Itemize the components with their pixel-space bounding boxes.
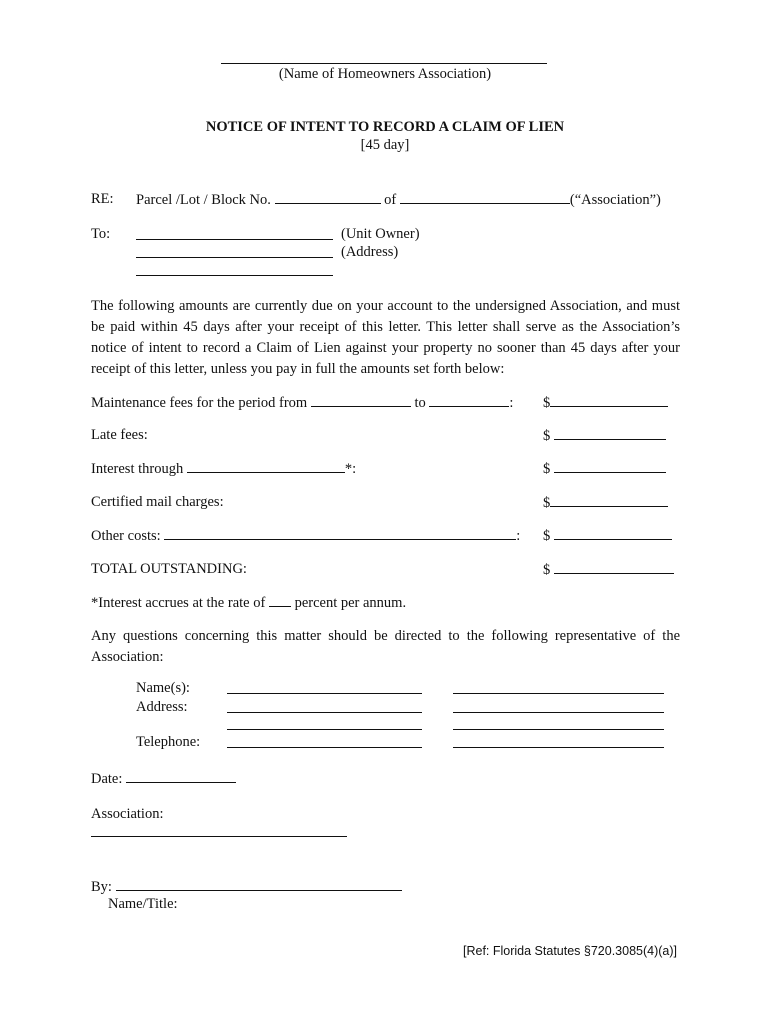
rep-address-field-1a[interactable]	[227, 712, 422, 713]
certified-mail-label: Certified mail charges:	[91, 494, 224, 510]
rep-telephone-field-2[interactable]	[453, 747, 664, 748]
interest-suffix: *:	[344, 461, 357, 477]
date-field[interactable]	[126, 770, 236, 783]
dollar-sign: $	[543, 495, 551, 511]
association-suffix: (“Association”)	[569, 192, 661, 208]
interest-amount	[543, 460, 666, 478]
rep-telephone-field-1[interactable]	[227, 747, 422, 748]
late-fees-field[interactable]	[554, 427, 666, 440]
late-fees-amount	[543, 427, 666, 445]
association-label: Association:	[91, 806, 164, 822]
names-label: Name(s):	[136, 680, 190, 696]
dollar-sign: $	[543, 562, 551, 578]
rep-address-field-1b[interactable]	[227, 729, 422, 730]
association-field[interactable]	[400, 191, 570, 204]
rep-name-field-1[interactable]	[227, 693, 422, 694]
late-fees-label: Late fees:	[91, 427, 148, 443]
address-caption: (Address)	[341, 244, 399, 260]
maintenance-colon: :	[509, 395, 514, 411]
document-title: NOTICE OF INTENT TO RECORD A CLAIM OF LIEN	[205, 119, 565, 135]
maintenance-amount-field[interactable]	[550, 394, 668, 407]
re-parcel-row	[136, 191, 661, 209]
statute-reference: [Ref: Florida Statutes §720.3085(4)(a)]	[463, 944, 678, 958]
parcel-label: Parcel /Lot / Block No.	[136, 192, 271, 208]
other-costs-row	[91, 527, 520, 545]
notice-paragraph: The following amounts are currently due on your account to the undersigned Association, and must be paid within 45 days after your receipt of this letter. This letter shall serve as the Association’s notice of intent to record a Claim of Lien against your property no sooner than 45 days after your receipt of this letter, unless you pay in full the amounts set forth below:	[91, 298, 680, 377]
parcel-number-field[interactable]	[275, 191, 381, 204]
dollar-sign: $	[543, 461, 551, 477]
certified-mail-amount	[543, 494, 668, 512]
interest-note-prefix: *Interest accrues at the rate of	[91, 595, 266, 611]
telephone-label: Telephone:	[136, 734, 201, 750]
by-label: By:	[91, 879, 112, 895]
other-costs-amount	[543, 527, 672, 545]
interest-through-field[interactable]	[187, 460, 345, 473]
address-field-1[interactable]	[136, 257, 333, 258]
other-costs-amount-field[interactable]	[554, 527, 672, 540]
total-outstanding-label: TOTAL OUTSTANDING:	[91, 561, 247, 577]
dollar-sign: $	[543, 428, 551, 444]
document-subtitle: [45 day]	[360, 137, 410, 153]
maintenance-label: Maintenance fees for the period from	[91, 395, 308, 411]
association-name-line[interactable]	[221, 63, 547, 64]
by-row	[91, 878, 402, 896]
interest-row	[91, 460, 356, 478]
interest-through-label: Interest through	[91, 461, 184, 477]
interest-amount-field[interactable]	[554, 460, 666, 473]
by-signature-field[interactable]	[116, 878, 402, 891]
maintenance-amount	[543, 394, 668, 412]
total-amount-field[interactable]	[554, 561, 674, 574]
address-field-2[interactable]	[136, 275, 333, 276]
period-from-field[interactable]	[311, 394, 411, 407]
period-to-label: to	[414, 395, 426, 411]
other-costs-label: Other costs:	[91, 528, 161, 544]
interest-rate-field[interactable]	[269, 594, 291, 607]
maintenance-row	[91, 394, 513, 412]
total-amount	[543, 561, 674, 579]
interest-note-suffix: percent per annum.	[294, 595, 407, 611]
dollar-sign: $	[543, 528, 551, 544]
name-title-label: Name/Title:	[108, 896, 178, 912]
unit-owner-caption: (Unit Owner)	[341, 226, 420, 242]
of-label: of	[384, 192, 397, 208]
interest-note	[91, 594, 406, 612]
dollar-sign: $	[543, 395, 551, 411]
unit-owner-field[interactable]	[136, 239, 333, 240]
association-signature-field[interactable]	[91, 836, 347, 837]
to-label: To:	[91, 226, 111, 242]
rep-name-field-2[interactable]	[453, 693, 664, 694]
other-costs-description-field[interactable]	[164, 527, 516, 540]
re-label: RE:	[91, 191, 114, 207]
rep-address-field-2b[interactable]	[453, 729, 664, 730]
date-row	[91, 770, 236, 788]
period-to-field[interactable]	[429, 394, 509, 407]
rep-address-label: Address:	[136, 699, 188, 715]
date-label: Date:	[91, 771, 123, 787]
rep-address-field-2a[interactable]	[453, 712, 664, 713]
certified-mail-field[interactable]	[550, 494, 668, 507]
other-costs-colon: :	[516, 528, 521, 544]
association-name-caption: (Name of Homeowners Association)	[278, 66, 492, 82]
questions-paragraph: Any questions concerning this matter should be directed to the following representative of the Association:	[91, 628, 680, 665]
